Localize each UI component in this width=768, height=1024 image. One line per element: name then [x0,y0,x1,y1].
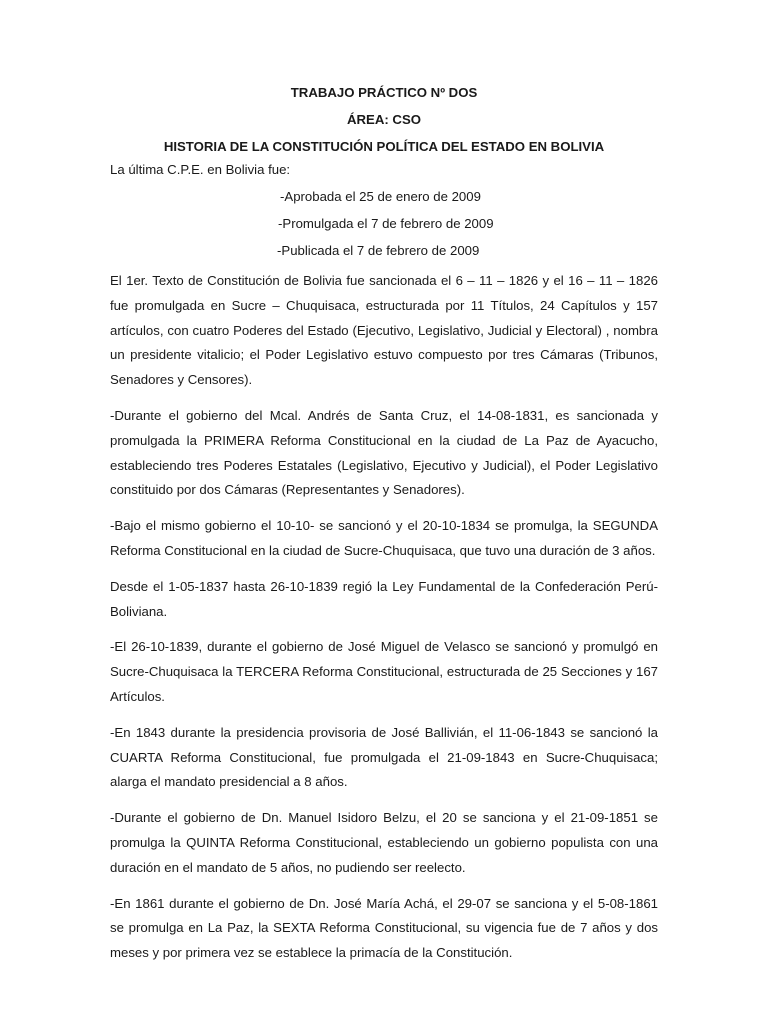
paragraph-fourth-reform: -En 1843 durante la presidencia provisoria de José Ballivián, el 11-06-1843 se sancionó la CUARTA Reforma Constitucional, fue promulgada el 21-09-1843 en Sucre-Chuquisaca; alarga el mandato presidencial a 8 años. [110,724,658,790]
document-subject-heading: HISTORIA DE LA CONSTITUCIÓN POLÍTICA DEL ESTADO EN BOLIVIA [163,139,605,154]
date-approved: -Aprobada el 25 de enero de 2009 [280,189,481,204]
paragraph-first-constitution: El 1er. Texto de Constitución de Bolivia fue sancionada el 6 – 11 – 1826 y el 16 – 11 – 1826 fue promulgada en Sucre – Chuquisaca, estructurada por 11 Títulos, 24 Capítulos y 157 artículos, con cuatro Poderes del Estado (Ejecutivo, Legislativo, Judicial y Electoral) , nombra un presidente vitalicio; el Poder Legislativo estuvo compuesto por tres Cámaras (Tribunos, Senadores y Censores). [110,273,658,388]
paragraph-third-reform: -El 26-10-1839, durante el gobierno de José Miguel de Velasco se sancionó y promulgó en Sucre-Chuquisaca la TERCERA Reforma Constitucional, estructurada de 25 Secciones y 167 Artículos. [110,639,658,704]
document-area: ÁREA: CSO [347,112,421,127]
paragraph-second-reform: -Bajo el mismo gobierno el 10-10- se sancionó y el 20-10-1834 se promulga, la SEGUNDA Reforma Constitucional en la ciudad de Sucre-Chuquisaca, que tuvo una duración de 3 años. [110,518,658,558]
date-published: -Publicada el 7 de febrero de 2009 [277,243,480,258]
paragraph-first-reform: -Durante el gobierno del Mcal. Andrés de Santa Cruz, el 14-08-1831, es sancionada y promulgada la PRIMERA Reforma Constitucional en la ciudad de La Paz de Ayacucho, estableciendo tres Poderes Estatales (Legislativo, Ejecutivo y Judicial), el Poder Legislativo constituido por dos Cámaras (Representantes y Senadores). [110,407,658,498]
paragraph-confederation: Desde el 1-05-1837 hasta 26-10-1839 regió la Ley Fundamental de la Confederación Perú-Boliviana. [110,578,658,619]
intro-line: La última C.P.E. en Bolivia fue: [110,162,291,177]
paragraph-sixth-reform: -En 1861 durante el gobierno de Dn. José María Achá, el 29-07 se sanciona y el 5-08-1861 se promulga en La Paz, la SEXTA Reforma Constitucional, su vigencia fue de 7 años y dos meses y por primera vez se establece la primacía de la Constitución. [110,895,658,961]
document-title: TRABAJO PRÁCTICO Nº DOS [290,85,478,100]
document-body [110,84,658,977]
paragraph-fifth-reform: -Durante el gobierno de Dn. Manuel Isidoro Belzu, el 20 se sanciona y el 21-09-1851 se promulga la QUINTA Reforma Constitucional, estableciendo un gobierno populista con una duración en el mandato de 5 años, no pudiendo ser reelecto. [110,810,658,875]
date-promulgated: -Promulgada el 7 de febrero de 2009 [278,216,494,231]
